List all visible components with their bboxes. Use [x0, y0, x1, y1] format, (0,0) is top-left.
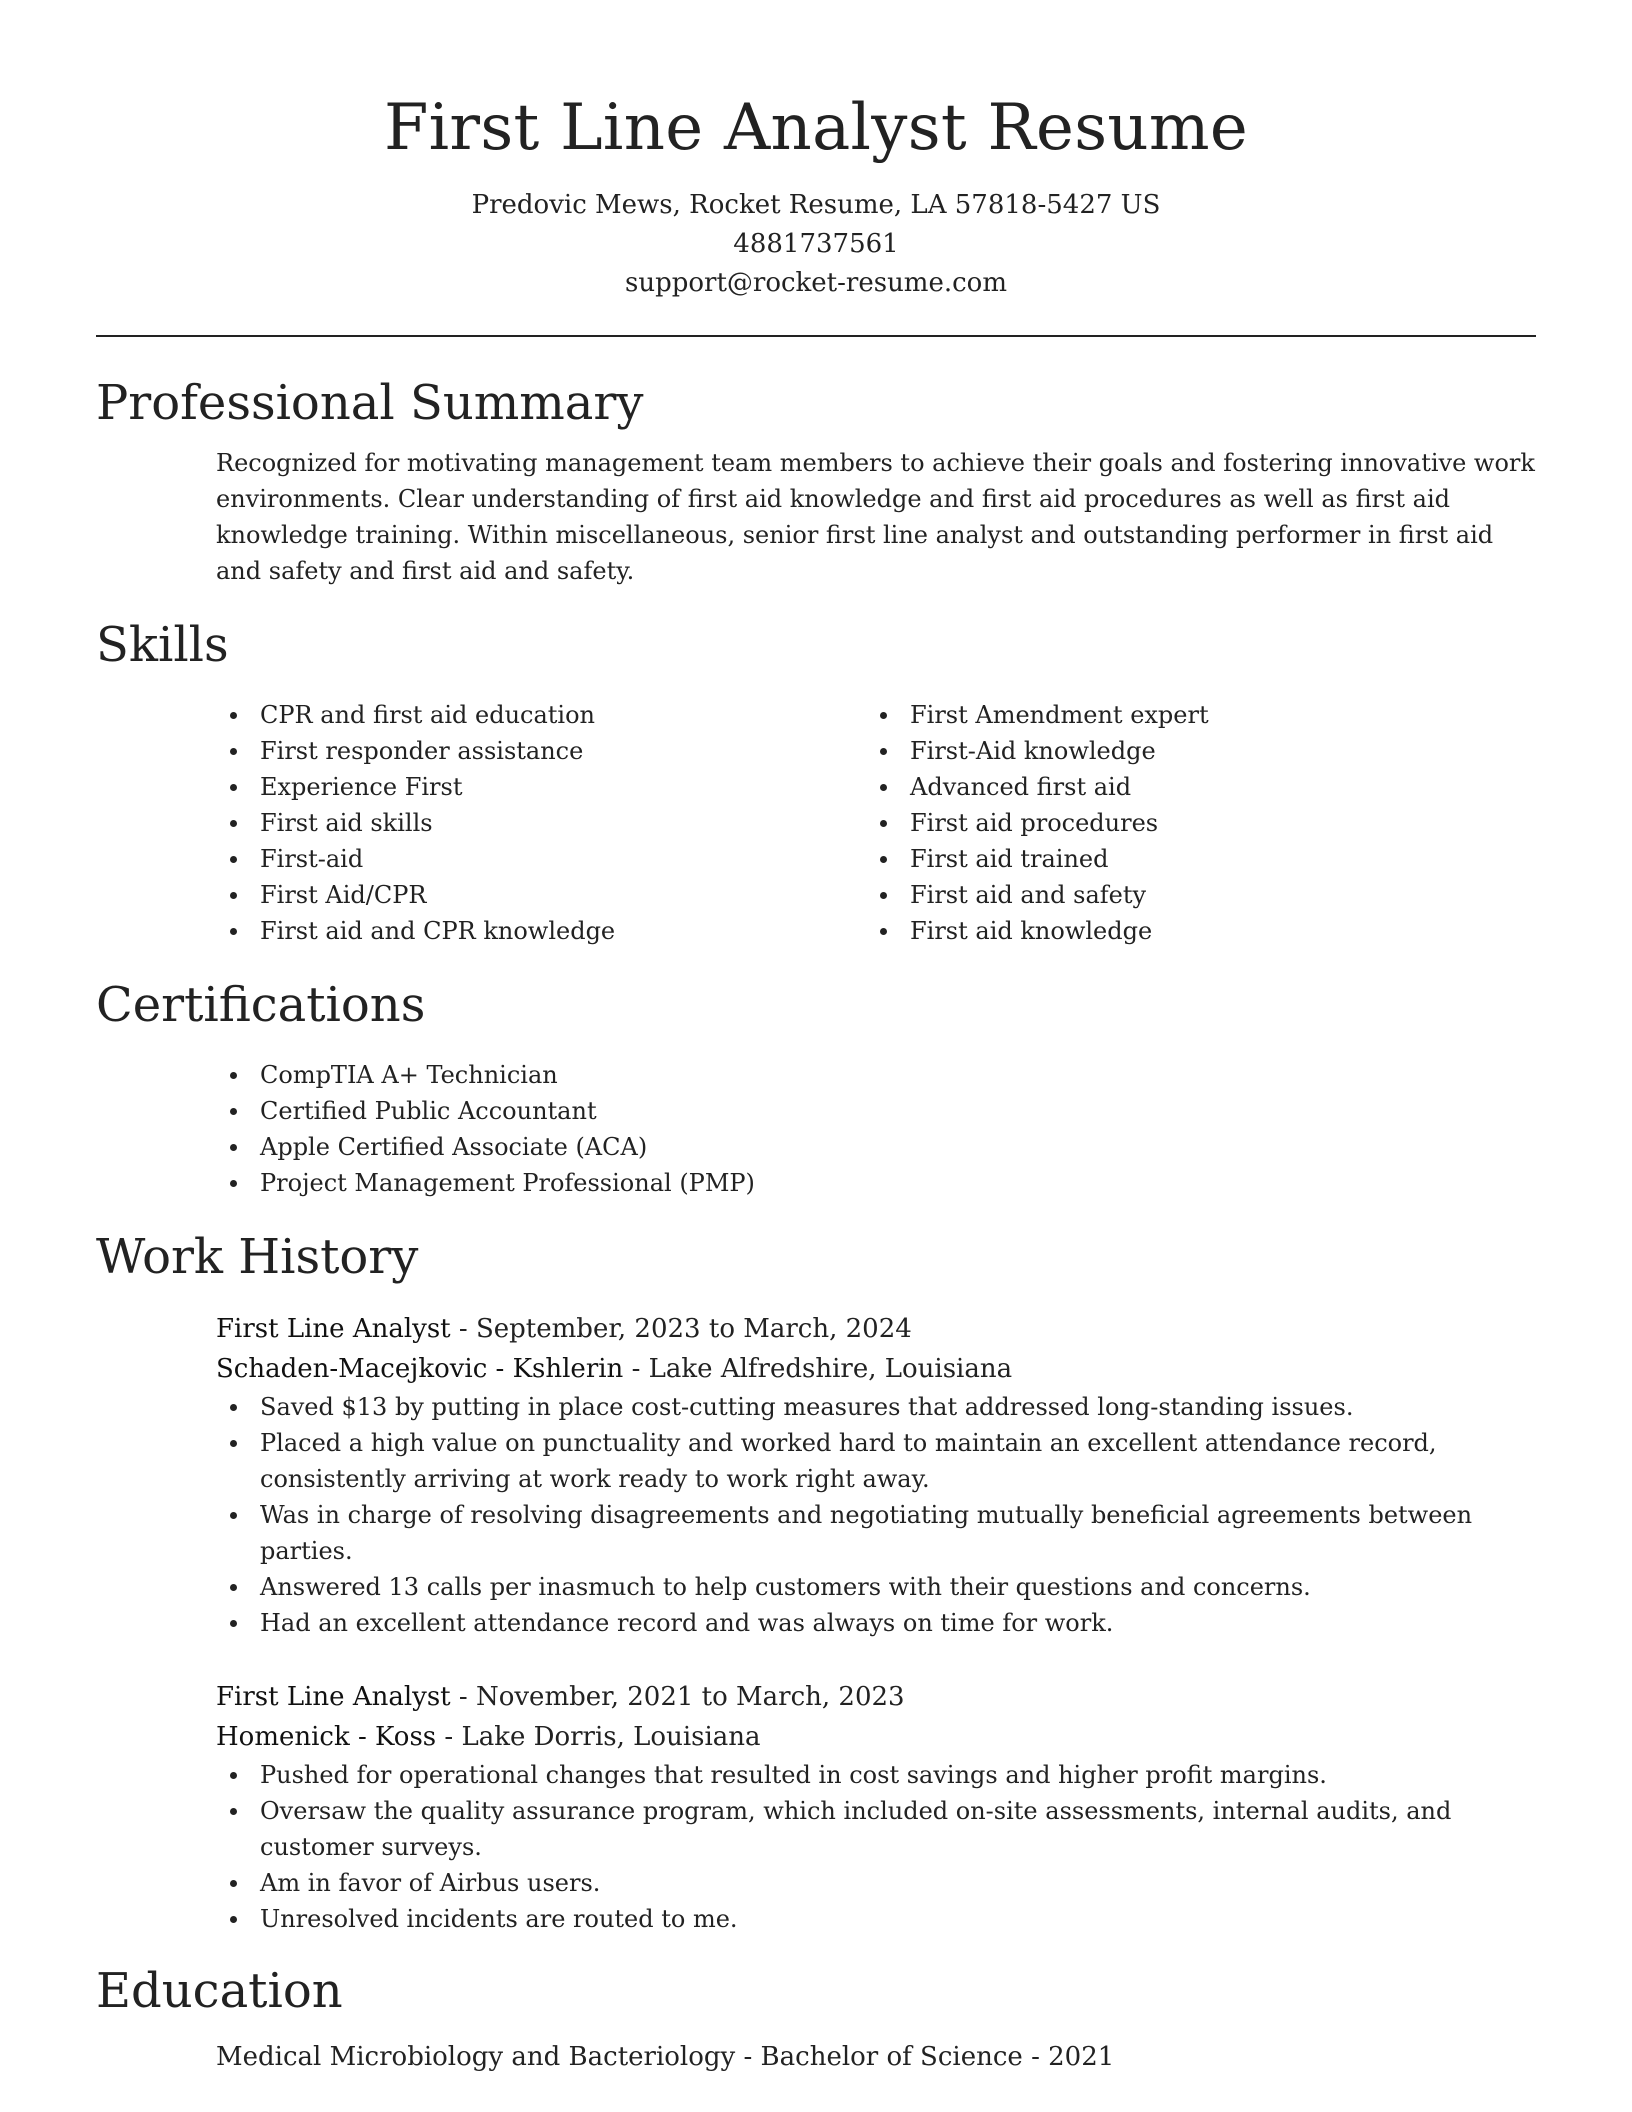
work-history-heading: Work History	[96, 1229, 419, 1285]
skill-item: Advanced first aid	[910, 769, 1516, 805]
job-entry	[216, 1309, 1536, 1641]
job-duties-list	[216, 1389, 1536, 1641]
job-role: First Line Analyst	[216, 1682, 451, 1712]
job-entry	[216, 1677, 1536, 1937]
skills-columns	[216, 697, 1536, 949]
resume-title: First Line Analyst Resume	[383, 91, 1249, 165]
certifications-heading: Certifications	[96, 977, 426, 1033]
certifications-list	[216, 1057, 1536, 1201]
job-duty: Had an excellent attendance record and was always on time for work.	[260, 1605, 1536, 1641]
job-role: First Line Analyst	[216, 1314, 451, 1344]
skill-item: First Aid/CPR	[260, 877, 866, 913]
job-separator: -	[450, 1314, 476, 1344]
skills-list-left	[216, 697, 866, 949]
job-separator: -	[623, 1354, 649, 1384]
job-separator: -	[436, 1722, 462, 1752]
summary-heading: Professional Summary	[96, 375, 644, 431]
certifications-list-wrap	[216, 1057, 1536, 1201]
job-duties-list	[216, 1757, 1536, 1937]
job-duty: Saved $13 by putting in place cost-cutting measures that addressed long-standing issues.	[260, 1389, 1536, 1425]
job-company-line	[216, 1349, 1536, 1389]
contact-phone: 4881737561	[733, 229, 899, 259]
job-duty: Am in favor of Airbus users.	[260, 1865, 1536, 1901]
contact-address: Predovic Mews, Rocket Resume, LA 57818-5427 US	[471, 190, 1161, 220]
contact-email: support@rocket-resume.com	[624, 268, 1007, 298]
job-company: Homenick - Koss	[216, 1722, 437, 1752]
job-separator: -	[450, 1682, 476, 1712]
skill-item: First responder assistance	[260, 733, 866, 769]
skills-list-right	[866, 697, 1516, 949]
job-duty: Pushed for operational changes that resulted in cost savings and higher profit margins.	[260, 1757, 1536, 1793]
skill-item: Experience First	[260, 769, 866, 805]
contact-block	[96, 186, 1536, 303]
skill-item: First aid and CPR knowledge	[260, 913, 866, 949]
skill-item: First aid procedures	[910, 805, 1516, 841]
certification-item: Certified Public Accountant	[260, 1093, 1536, 1129]
certification-item: Project Management Professional (PMP)	[260, 1165, 1536, 1201]
skills-column-left	[216, 697, 866, 949]
job-company-line	[216, 1717, 1536, 1757]
education-entry: Medical Microbiology and Bacteriology - Bachelor of Science - 2021	[216, 2042, 1115, 2072]
resume-header	[96, 0, 1536, 303]
job-title-line	[216, 1677, 1536, 1717]
job-duty: Placed a high value on punctuality and worked hard to maintain an excellent attendance record, consistently arriving at work ready to work right away.	[260, 1425, 1536, 1497]
skill-item: First aid knowledge	[910, 913, 1516, 949]
skill-item: CPR and first aid education	[260, 697, 866, 733]
skill-item: First aid and safety	[910, 877, 1516, 913]
job-location: Lake Alfredshire, Louisiana	[648, 1354, 1013, 1384]
job-company: Schaden-Macejkovic - Kshlerin	[216, 1354, 624, 1384]
job-title-line	[216, 1309, 1536, 1349]
skill-item: First aid skills	[260, 805, 866, 841]
certification-item: Apple Certified Associate (ACA)	[260, 1129, 1536, 1165]
skill-item: First aid trained	[910, 841, 1516, 877]
skill-item: First-aid	[260, 841, 866, 877]
job-duty: Was in charge of resolving disagreements and negotiating mutually beneficial agreements between parties.	[260, 1497, 1536, 1569]
education-heading: Education	[96, 1963, 343, 2019]
skill-item: First Amendment expert	[910, 697, 1516, 733]
skill-item: First-Aid knowledge	[910, 733, 1516, 769]
job-duty: Unresolved incidents are routed to me.	[260, 1901, 1536, 1937]
job-dates: November, 2021 to March, 2023	[475, 1682, 905, 1712]
job-duty: Oversaw the quality assurance program, which included on-site assessments, internal audits, and customer surveys.	[260, 1793, 1536, 1865]
header-divider	[96, 335, 1536, 337]
resume-page	[96, 0, 1536, 2077]
job-location: Lake Dorris, Louisiana	[461, 1722, 761, 1752]
skills-column-right	[866, 697, 1516, 949]
summary-text: Recognized for motivating management team members to achieve their goals and fostering innovative work environments. Clear understanding of first aid knowledge and first aid procedures as well as first aid knowledge training. Within miscellaneous, senior first line analyst and outstanding performer in first aid and safety and first aid and safety.	[216, 449, 1535, 585]
certification-item: CompTIA A+ Technician	[260, 1057, 1536, 1093]
skills-heading: Skills	[96, 617, 229, 673]
job-dates: September, 2023 to March, 2024	[475, 1314, 912, 1344]
job-duty: Answered 13 calls per inasmuch to help customers with their questions and concerns.	[260, 1569, 1536, 1605]
